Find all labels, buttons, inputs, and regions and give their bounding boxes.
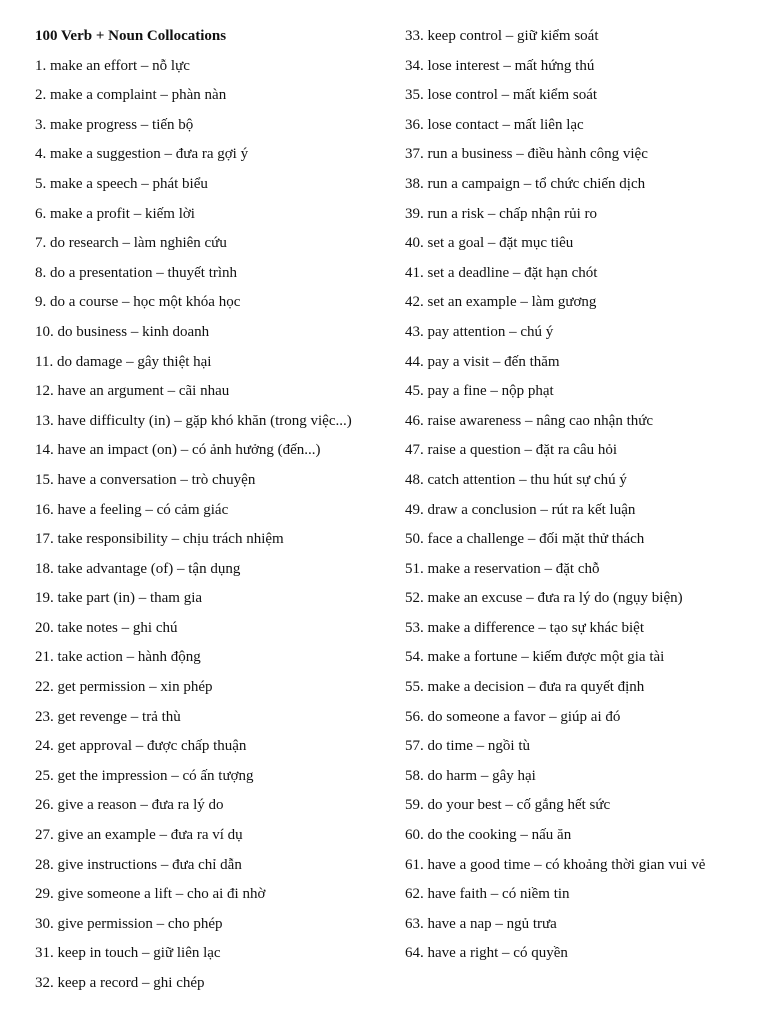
- collocation-item: 39. run a risk – chấp nhận rủi ro: [405, 205, 598, 222]
- collocation-item: 4. make a suggestion – đưa ra gợi ý: [35, 146, 249, 163]
- collocation-item: 59. do your best – cố gắng hết sức: [405, 797, 611, 814]
- collocation-item: 32. keep a record – ghi chép: [35, 975, 205, 991]
- collocation-item: 56. do someone a favor – giúp ai đó: [405, 708, 621, 725]
- collocation-item: 18. take advantage (of) – tận dụng: [35, 560, 241, 577]
- collocation-item: 2. make a complaint – phàn nàn: [35, 87, 227, 104]
- collocation-item: 60. do the cooking – nấu ăn: [405, 827, 572, 844]
- collocation-item: 27. give an example – đưa ra ví dụ: [35, 827, 243, 844]
- collocation-item: 63. have a nap – ngủ trưa: [405, 915, 557, 932]
- left-column: [35, 22, 385, 999]
- collocation-item: 20. take notes – ghi chú: [35, 619, 178, 636]
- collocation-item: 24. get approval – được chấp thuận: [35, 738, 247, 755]
- collocation-item: 44. pay a visit – đến thăm: [405, 353, 560, 370]
- collocation-item: 45. pay a fine – nộp phạt: [405, 383, 554, 400]
- collocation-item: 50. face a challenge – đối mặt thử thách: [405, 531, 645, 548]
- collocation-item: 52. make an excuse – đưa ra lý do (ngụy biện): [405, 590, 683, 607]
- collocation-item: 11. do damage – gây thiệt hại: [35, 353, 212, 370]
- collocation-item: 7. do research – làm nghiên cứu: [35, 235, 227, 252]
- collocation-item: 30. give permission – cho phép: [35, 915, 223, 932]
- collocation-item: 10. do business – kinh doanh: [35, 323, 210, 340]
- collocation-item: 37. run a business – điều hành công việc: [405, 146, 648, 163]
- collocation-item: 21. take action – hành động: [35, 649, 201, 666]
- collocation-item: 23. get revenge – trả thù: [35, 708, 181, 725]
- collocation-item: 62. have faith – có niềm tin: [405, 886, 570, 903]
- collocation-item: 26. give a reason – đưa ra lý do: [35, 797, 224, 814]
- collocation-item: 31. keep in touch – giữ liên lạc: [35, 945, 221, 962]
- collocation-item: 1. make an effort – nỗ lực: [35, 57, 190, 74]
- collocation-item: 25. get the impression – có ấn tượng: [35, 767, 254, 784]
- collocation-item: 54. make a fortune – kiếm được một gia tài: [405, 649, 665, 666]
- collocation-item: 17. take responsibility – chịu trách nhiệm: [35, 531, 284, 548]
- collocation-item: 61. have a good time – có khoảng thời gian vui vẻ: [405, 856, 706, 873]
- collocation-item: 64. have a right – có quyền: [405, 945, 568, 962]
- collocation-item: 9. do a course – học một khóa học: [35, 294, 241, 311]
- collocation-item: 12. have an argument – cãi nhau: [35, 383, 230, 400]
- collocation-item: 8. do a presentation – thuyết trình: [35, 264, 238, 281]
- collocation-item: 49. draw a conclusion – rút ra kết luận: [405, 501, 636, 518]
- collocation-item: 15. have a conversation – trò chuyện: [35, 471, 256, 488]
- collocation-item: 13. have difficulty (in) – gặp khó khăn (trong việc...): [35, 412, 352, 429]
- collocation-item: 42. set an example – làm gương: [405, 294, 597, 311]
- collocation-item: 16. have a feeling – có cảm giác: [35, 501, 229, 518]
- collocation-item: 14. have an impact (on) – có ảnh hưởng (đến...): [35, 442, 321, 459]
- collocation-item: 51. make a reservation – đặt chỗ: [405, 560, 600, 577]
- collocation-item: 19. take part (in) – tham gia: [35, 590, 203, 607]
- collocation-item: 6. make a profit – kiếm lời: [35, 205, 195, 222]
- collocation-item: 28. give instructions – đưa chỉ dẫn: [35, 856, 242, 873]
- collocation-item: 41. set a deadline – đặt hạn chót: [405, 264, 598, 281]
- collocation-item: 35. lose control – mất kiểm soát: [405, 87, 598, 104]
- collocation-item: 36. lose contact – mất liên lạc: [405, 116, 584, 133]
- collocation-item: 40. set a goal – đặt mục tiêu: [405, 235, 574, 252]
- collocation-item: 33. keep control – giữ kiểm soát: [405, 28, 599, 44]
- collocation-item: 43. pay attention – chú ý: [405, 323, 554, 340]
- collocation-item: 48. catch attention – thu hút sự chú ý: [405, 471, 627, 488]
- collocation-item: 58. do harm – gây hại: [405, 767, 536, 784]
- right-column: [405, 22, 755, 969]
- collocation-item: 46. raise awareness – nâng cao nhận thức: [405, 412, 654, 429]
- collocation-item: 5. make a speech – phát biểu: [35, 175, 208, 192]
- collocation-item: 53. make a difference – tạo sự khác biệt: [405, 619, 645, 636]
- collocation-item: 47. raise a question – đặt ra câu hỏi: [405, 442, 618, 459]
- collocation-item: 3. make progress – tiến bộ: [35, 116, 194, 133]
- collocation-item: 22. get permission – xin phép: [35, 679, 213, 696]
- collocation-item: 57. do time – ngồi tù: [405, 738, 530, 755]
- collocation-item: 38. run a campaign – tổ chức chiến dịch: [405, 175, 646, 192]
- collocation-item: 34. lose interest – mất hứng thú: [405, 57, 595, 74]
- collocation-item: 55. make a decision – đưa ra quyết định: [405, 679, 645, 696]
- collocation-item: 29. give someone a lift – cho ai đi nhờ: [35, 886, 266, 903]
- document-title: 100 Verb + Noun Collocations: [35, 28, 227, 44]
